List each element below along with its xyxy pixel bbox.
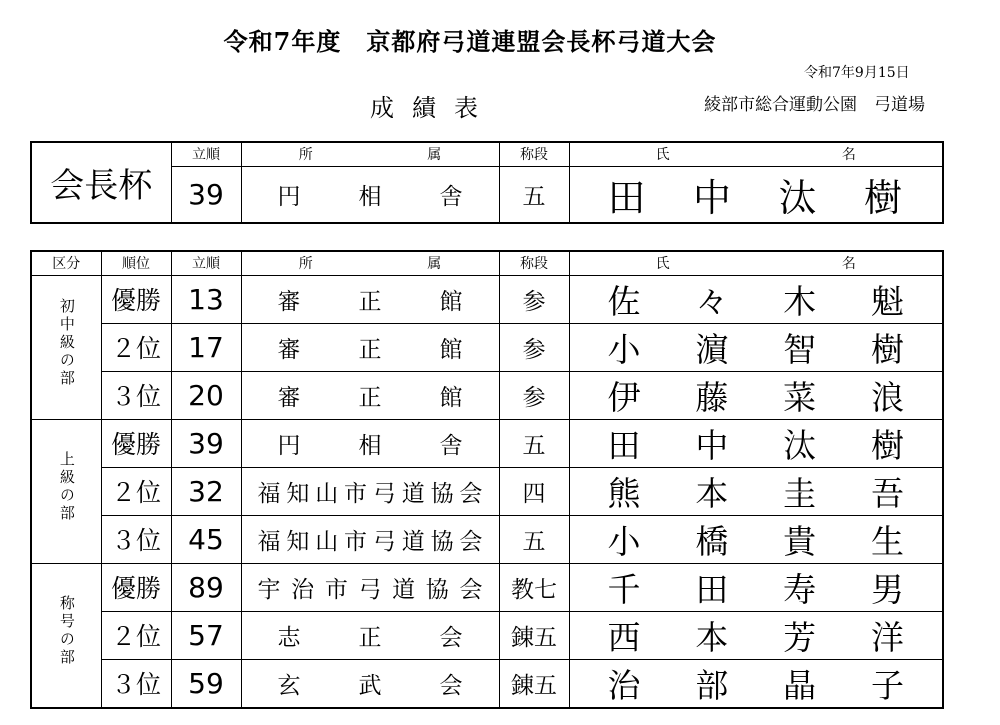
presidents-cup-affiliation: [241, 166, 499, 223]
presidents-cup-label: 会長杯: [31, 142, 171, 223]
name-cell: [569, 419, 943, 467]
text-char: 子: [870, 665, 904, 705]
name-cell: [569, 467, 943, 515]
text-char: 西: [607, 617, 641, 657]
text-char: 佐: [607, 281, 641, 321]
text-char: 市: [344, 480, 368, 507]
text-char: 館: [439, 336, 463, 363]
text-char: 木: [783, 281, 817, 321]
text-char: 審: [277, 384, 301, 411]
table-row: [31, 275, 943, 323]
name-cell: [569, 515, 943, 563]
header-affiliation-left: 所: [298, 256, 313, 273]
rank-cell: 優勝: [101, 419, 171, 467]
text-char: 審: [277, 288, 301, 315]
presidents-cup-dan: 五: [499, 166, 569, 223]
header-name: [569, 251, 943, 275]
order-cell: 13: [171, 275, 241, 323]
text-char: 円: [277, 183, 301, 210]
text-char: 知: [286, 528, 310, 555]
text-char: 貴: [783, 521, 817, 561]
affiliation-cell: [241, 659, 499, 708]
division-label-text: 称号の部: [57, 595, 76, 668]
text-char: 橋: [695, 521, 729, 561]
dan-cell: 教七: [499, 563, 569, 611]
text-char: 部: [695, 665, 729, 705]
text-char: 館: [439, 384, 463, 411]
text-char: 市: [344, 528, 368, 555]
table-row: [31, 419, 943, 467]
table-row: [31, 323, 943, 371]
rank-cell: 優勝: [101, 563, 171, 611]
text-char: 生: [870, 521, 904, 561]
order-cell: 32: [171, 467, 241, 515]
division-label-text: 初中級の部: [57, 298, 76, 389]
presidents-cup-table: [30, 141, 944, 224]
dan-cell: 参: [499, 323, 569, 371]
name-cell: [569, 371, 943, 419]
text-char: 山: [315, 480, 339, 507]
text-char: 樹: [863, 175, 904, 220]
text-char: 正: [358, 384, 382, 411]
name-cell: [569, 563, 943, 611]
division-label: [31, 563, 101, 708]
event-date: 令和7年9月15日: [804, 65, 910, 81]
text-char: 弓: [372, 480, 396, 507]
text-char: 会: [439, 624, 463, 651]
text-char: 浪: [870, 377, 904, 417]
text-char: 治: [607, 665, 641, 705]
order-cell: 39: [171, 419, 241, 467]
text-char: 協: [430, 528, 454, 555]
header-name-left: 氏: [655, 256, 670, 273]
text-char: 会: [459, 480, 483, 507]
page-title: 令和7年度 京都府弓道連盟会長杯弓道大会: [223, 27, 717, 56]
name-cell: [569, 659, 943, 708]
text-char: 館: [439, 288, 463, 315]
text-char: 道: [392, 576, 416, 603]
text-char: 山: [315, 528, 339, 555]
header-dan: 称段: [499, 142, 569, 166]
rank-cell: ３位: [101, 371, 171, 419]
text-char: 協: [430, 480, 454, 507]
text-char: 圭: [783, 473, 817, 513]
dan-cell: 参: [499, 275, 569, 323]
text-char: 中: [695, 425, 729, 465]
text-char: 本: [695, 473, 729, 513]
header-order: 立順: [171, 142, 241, 166]
order-cell: 59: [171, 659, 241, 708]
rank-cell: ２位: [101, 611, 171, 659]
table-row: [31, 659, 943, 708]
order-cell: 89: [171, 563, 241, 611]
text-char: 樹: [870, 425, 904, 465]
text-char: 道: [401, 528, 425, 555]
table-row: [31, 563, 943, 611]
text-char: 智: [783, 329, 817, 369]
text-char: 田: [695, 569, 729, 609]
text-char: 志: [277, 624, 301, 651]
dan-cell: 錬五: [499, 611, 569, 659]
header-rank: 順位: [101, 251, 171, 275]
table-row: [31, 371, 943, 419]
affiliation-cell: [241, 275, 499, 323]
text-char: 正: [358, 336, 382, 363]
header-name-right: 名: [841, 256, 856, 273]
text-char: 千: [607, 569, 641, 609]
text-char: 宇: [257, 576, 281, 603]
text-char: 舎: [439, 432, 463, 459]
header-affiliation-left: 所: [298, 147, 313, 164]
text-char: 相: [358, 432, 382, 459]
text-char: 洋: [870, 617, 904, 657]
text-char: 寿: [783, 569, 817, 609]
name-cell: [569, 275, 943, 323]
header-affiliation-right: 属: [427, 147, 442, 164]
text-char: 正: [358, 288, 382, 315]
text-char: 晶: [783, 665, 817, 705]
text-char: 知: [286, 480, 310, 507]
affiliation-cell: [241, 419, 499, 467]
page-subtitle: 成績表: [370, 94, 496, 122]
text-char: 吾: [870, 473, 904, 513]
text-char: 相: [358, 183, 382, 210]
header-dan: 称段: [499, 251, 569, 275]
text-char: 男: [870, 569, 904, 609]
affiliation-cell: [241, 323, 499, 371]
text-char: 福: [257, 528, 281, 555]
rank-cell: 優勝: [101, 275, 171, 323]
affiliation-cell: [241, 515, 499, 563]
header-name-right: 名: [841, 147, 856, 164]
text-char: 道: [401, 480, 425, 507]
division-label: [31, 275, 101, 419]
text-char: 本: [695, 617, 729, 657]
text-char: 汰: [778, 175, 819, 220]
header-order: 立順: [171, 251, 241, 275]
order-cell: 20: [171, 371, 241, 419]
text-char: 々: [695, 281, 729, 321]
dan-cell: 四: [499, 467, 569, 515]
table-row: [31, 515, 943, 563]
name-cell: [569, 611, 943, 659]
text-char: 会: [439, 672, 463, 699]
text-char: 魁: [870, 281, 904, 321]
text-char: 樹: [870, 329, 904, 369]
text-char: 田: [607, 175, 648, 220]
dan-cell: 錬五: [499, 659, 569, 708]
presidents-cup-name: [569, 166, 943, 223]
header-name-left: 氏: [655, 147, 670, 164]
affiliation-cell: [241, 467, 499, 515]
dan-cell: 参: [499, 371, 569, 419]
text-char: 田: [607, 425, 641, 465]
event-venue: 綾部市総合運動公園 弓道場: [704, 95, 925, 115]
text-char: 小: [607, 329, 641, 369]
order-cell: 57: [171, 611, 241, 659]
header-affiliation: [241, 142, 499, 166]
text-char: 小: [607, 521, 641, 561]
rank-cell: ３位: [101, 659, 171, 708]
table-row: [31, 467, 943, 515]
text-char: 菜: [783, 377, 817, 417]
text-char: 審: [277, 336, 301, 363]
header-division: 区分: [31, 251, 101, 275]
text-char: 汰: [783, 425, 817, 465]
division-label: [31, 419, 101, 563]
table-row: [31, 611, 943, 659]
text-char: 中: [692, 175, 733, 220]
text-char: 濵: [695, 329, 729, 369]
text-char: 弓: [372, 528, 396, 555]
results-table: [30, 250, 944, 709]
text-char: 正: [358, 624, 382, 651]
header-affiliation-right: 属: [427, 256, 442, 273]
text-char: 武: [358, 672, 382, 699]
order-cell: 17: [171, 323, 241, 371]
header-name: [569, 142, 943, 166]
order-cell: 45: [171, 515, 241, 563]
text-char: 玄: [277, 672, 301, 699]
text-char: 福: [257, 480, 281, 507]
rank-cell: ３位: [101, 515, 171, 563]
text-char: 舎: [439, 183, 463, 210]
text-char: 弓: [358, 576, 382, 603]
text-char: 協: [425, 576, 449, 603]
text-char: 熊: [607, 473, 641, 513]
affiliation-cell: [241, 371, 499, 419]
text-char: 伊: [607, 377, 641, 417]
text-char: 市: [324, 576, 348, 603]
header-affiliation: [241, 251, 499, 275]
rank-cell: ２位: [101, 467, 171, 515]
text-char: 藤: [695, 377, 729, 417]
text-char: 会: [459, 528, 483, 555]
dan-cell: 五: [499, 419, 569, 467]
dan-cell: 五: [499, 515, 569, 563]
affiliation-cell: [241, 563, 499, 611]
name-cell: [569, 323, 943, 371]
text-char: 円: [277, 432, 301, 459]
presidents-cup-order: 39: [171, 166, 241, 223]
affiliation-cell: [241, 611, 499, 659]
text-char: 会: [459, 576, 483, 603]
text-char: 治: [291, 576, 315, 603]
text-char: 芳: [783, 617, 817, 657]
rank-cell: ２位: [101, 323, 171, 371]
division-label-text: 上級の部: [57, 451, 76, 524]
